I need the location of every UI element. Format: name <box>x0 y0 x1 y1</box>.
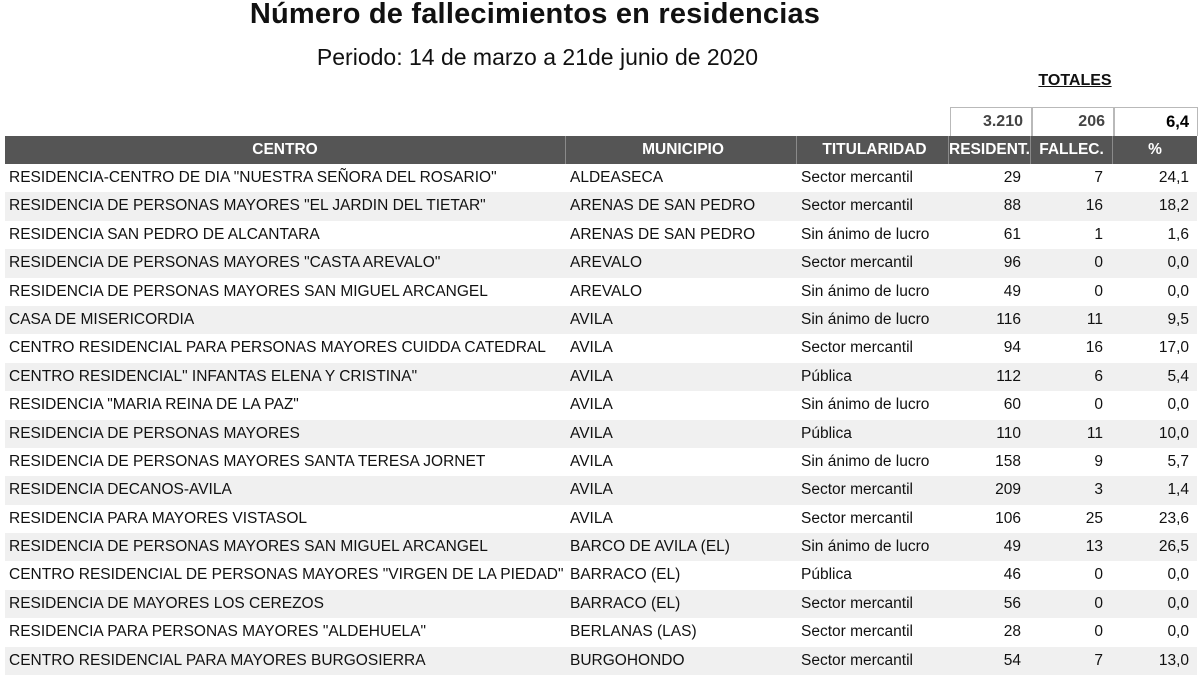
cell-titularidad: Sector mercantil <box>801 594 913 612</box>
cell-centro: CASA DE MISERICORDIA <box>9 310 195 328</box>
cell-fallecidos: 7 <box>1094 651 1103 669</box>
cell-porcentaje: 0,0 <box>1167 623 1189 641</box>
cell-municipio: AVILA <box>570 452 613 470</box>
cell-centro: RESIDENCIA DE PERSONAS MAYORES SAN MIGUEL ARCANGEL <box>9 282 488 300</box>
cell-porcentaje: 5,4 <box>1167 367 1189 385</box>
cell-fallecidos: 0 <box>1094 396 1103 414</box>
cell-titularidad: Sin ánimo de lucro <box>801 538 930 556</box>
table-row <box>5 476 1197 504</box>
cell-municipio: BURGOHONDO <box>570 651 685 669</box>
cell-porcentaje: 0,0 <box>1167 594 1189 612</box>
cell-porcentaje: 5,7 <box>1167 452 1189 470</box>
table-row <box>5 618 1197 646</box>
header-fallecidos: FALLEC. <box>1031 136 1113 164</box>
table-row <box>5 590 1197 618</box>
cell-residentes: 61 <box>1003 225 1021 243</box>
cell-centro: RESIDENCIA DE PERSONAS MAYORES "CASTA AREVALO" <box>9 254 441 272</box>
cell-residentes: 88 <box>1003 197 1021 215</box>
cell-centro: RESIDENCIA-CENTRO DE DIA "NUESTRA SEÑORA DEL ROSARIO" <box>9 169 497 186</box>
cell-titularidad: Sin ánimo de lucro <box>801 452 930 470</box>
cell-centro: CENTRO RESIDENCIAL PARA MAYORES BURGOSIERRA <box>9 651 426 669</box>
table-row <box>5 249 1197 277</box>
cell-porcentaje: 1,4 <box>1167 481 1189 499</box>
table-row <box>5 448 1197 476</box>
cell-residentes: 29 <box>1003 169 1021 186</box>
cell-fallecidos: 13 <box>1085 538 1103 556</box>
cell-centro: RESIDENCIA DE PERSONAS MAYORES <box>9 424 300 442</box>
cell-residentes: 158 <box>995 452 1021 470</box>
cell-porcentaje: 0,0 <box>1167 566 1189 584</box>
cell-residentes: 96 <box>1003 254 1021 272</box>
header-titularidad: TITULARIDAD <box>797 136 949 164</box>
cell-titularidad: Sector mercantil <box>801 481 913 499</box>
cell-centro: RESIDENCIA DE PERSONAS MAYORES "EL JARDIN DEL TIETAR" <box>9 197 486 215</box>
totals-fallecidos: 206 <box>1032 107 1114 136</box>
cell-residentes: 28 <box>1003 623 1021 641</box>
cell-residentes: 209 <box>995 481 1021 499</box>
table-row <box>5 391 1197 419</box>
table-row <box>5 278 1197 306</box>
totals-porcentaje: 6,4 <box>1114 107 1198 136</box>
totals-residentes: 3.210 <box>950 107 1032 136</box>
cell-titularidad: Sin ánimo de lucro <box>801 282 930 300</box>
cell-fallecidos: 0 <box>1094 254 1103 272</box>
cell-porcentaje: 9,5 <box>1167 310 1189 328</box>
table-row <box>5 561 1197 589</box>
cell-titularidad: Pública <box>801 367 852 385</box>
page-title: Número de fallecimientos en residencias <box>249 0 821 30</box>
cell-fallecidos: 1 <box>1094 225 1103 243</box>
cell-fallecidos: 0 <box>1094 594 1103 612</box>
cell-residentes: 60 <box>1003 396 1021 414</box>
cell-porcentaje: 18,2 <box>1158 197 1189 215</box>
cell-centro: RESIDENCIA PARA MAYORES VISTASOL <box>9 509 308 527</box>
cell-fallecidos: 9 <box>1094 452 1103 470</box>
cell-residentes: 54 <box>1003 651 1021 669</box>
cell-titularidad: Sector mercantil <box>801 197 913 215</box>
cell-municipio: AVILA <box>570 509 613 527</box>
cell-municipio: ARENAS DE SAN PEDRO <box>570 197 756 215</box>
cell-municipio: AVILA <box>570 310 613 328</box>
cell-municipio: AREVALO <box>570 254 643 272</box>
header-porcentaje: % <box>1148 141 1162 158</box>
cell-residentes: 49 <box>1003 538 1021 556</box>
cell-residentes: 49 <box>1003 282 1021 300</box>
cell-fallecidos: 11 <box>1086 310 1103 328</box>
cell-porcentaje: 26,5 <box>1158 538 1189 556</box>
cell-porcentaje: 0,0 <box>1167 282 1189 300</box>
table-row <box>5 221 1197 249</box>
cell-centro: RESIDENCIA DE PERSONAS MAYORES SANTA TERESA JORNET <box>9 452 486 470</box>
cell-titularidad: Sector mercantil <box>801 169 913 186</box>
table-row <box>5 505 1197 533</box>
cell-fallecidos: 0 <box>1094 566 1103 584</box>
cell-municipio: BARCO DE AVILA (EL) <box>570 538 730 556</box>
cell-porcentaje: 17,0 <box>1158 339 1189 357</box>
table-body <box>5 164 1197 675</box>
cell-centro: RESIDENCIA DE MAYORES LOS CEREZOS <box>9 594 324 612</box>
cell-fallecidos: 16 <box>1085 339 1103 357</box>
table-row <box>5 533 1197 561</box>
cell-centro: RESIDENCIA DE PERSONAS MAYORES SAN MIGUEL ARCANGEL <box>9 538 488 556</box>
cell-titularidad: Pública <box>801 566 852 584</box>
cell-fallecidos: 16 <box>1085 197 1103 215</box>
cell-titularidad: Sector mercantil <box>801 651 913 669</box>
cell-porcentaje: 0,0 <box>1167 254 1189 272</box>
cell-municipio: BARRACO (EL) <box>570 566 681 584</box>
table-row <box>5 420 1197 448</box>
cell-fallecidos: 0 <box>1094 623 1103 641</box>
cell-porcentaje: 24,1 <box>1158 169 1189 186</box>
cell-municipio: AVILA <box>570 339 613 357</box>
table-row <box>5 363 1197 391</box>
cell-titularidad: Sin ánimo de lucro <box>801 396 930 414</box>
cell-titularidad: Sector mercantil <box>801 623 913 641</box>
cell-centro: CENTRO RESIDENCIAL DE PERSONAS MAYORES "VIRGEN DE LA PIEDAD" <box>9 566 564 584</box>
cell-residentes: 116 <box>996 310 1021 328</box>
cell-titularidad: Sector mercantil <box>801 339 913 357</box>
cell-porcentaje: 0,0 <box>1167 396 1189 414</box>
table-row <box>5 192 1197 220</box>
cell-fallecidos: 7 <box>1094 169 1103 186</box>
cell-municipio: AVILA <box>570 481 613 499</box>
cell-residentes: 94 <box>1003 339 1021 357</box>
cell-titularidad: Sector mercantil <box>801 254 913 272</box>
table-row <box>5 306 1197 334</box>
cell-municipio: AVILA <box>570 396 613 414</box>
table-row <box>5 164 1197 192</box>
cell-titularidad: Sin ánimo de lucro <box>801 310 930 328</box>
cell-titularidad: Sin ánimo de lucro <box>801 225 930 243</box>
cell-titularidad: Pública <box>801 424 852 442</box>
cell-porcentaje: 1,6 <box>1167 225 1189 243</box>
table-row <box>5 334 1197 362</box>
cell-centro: RESIDENCIA SAN PEDRO DE ALCANTARA <box>9 225 320 243</box>
cell-residentes: 110 <box>996 424 1021 442</box>
cell-municipio: AREVALO <box>570 282 643 300</box>
cell-fallecidos: 0 <box>1094 282 1103 300</box>
header-centro: CENTRO <box>5 136 566 164</box>
cell-fallecidos: 3 <box>1094 481 1103 499</box>
table-row <box>5 647 1197 675</box>
cell-residentes: 112 <box>996 367 1021 385</box>
cell-municipio: BERLANAS (LAS) <box>570 623 697 641</box>
cell-centro: RESIDENCIA PARA PERSONAS MAYORES "ALDEHUELA" <box>9 623 426 641</box>
cell-porcentaje: 10,0 <box>1158 424 1189 442</box>
cell-centro: CENTRO RESIDENCIAL PARA PERSONAS MAYORES CUIDDA CATEDRAL <box>9 339 546 357</box>
cell-municipio: ARENAS DE SAN PEDRO <box>570 225 756 243</box>
cell-centro: RESIDENCIA "MARIA REINA DE LA PAZ" <box>9 396 299 414</box>
totals-label: TOTALES <box>1038 72 1112 89</box>
cell-centro: CENTRO RESIDENCIAL" INFANTAS ELENA Y CRISTINA" <box>9 367 418 385</box>
cell-porcentaje: 23,6 <box>1158 509 1189 527</box>
cell-fallecidos: 11 <box>1086 424 1103 442</box>
cell-municipio: ALDEASECA <box>570 169 664 186</box>
table-header <box>5 136 1197 164</box>
page-subtitle: Periodo: 14 de marzo a 21de junio de 2020 <box>316 44 759 70</box>
cell-titularidad: Sector mercantil <box>801 509 913 527</box>
cell-residentes: 46 <box>1003 566 1021 584</box>
cell-fallecidos: 6 <box>1094 367 1103 385</box>
cell-porcentaje: 13,0 <box>1158 651 1189 669</box>
cell-municipio: BARRACO (EL) <box>570 594 681 612</box>
cell-residentes: 106 <box>995 509 1021 527</box>
totals-row <box>950 107 1198 136</box>
cell-fallecidos: 25 <box>1085 509 1103 527</box>
cell-municipio: AVILA <box>570 367 613 385</box>
cell-municipio: AVILA <box>570 424 613 442</box>
cell-centro: RESIDENCIA DECANOS-AVILA <box>9 481 232 499</box>
header-municipio: MUNICIPIO <box>566 136 797 164</box>
header-residentes: RESIDENT. <box>949 136 1031 164</box>
cell-residentes: 56 <box>1003 594 1021 612</box>
